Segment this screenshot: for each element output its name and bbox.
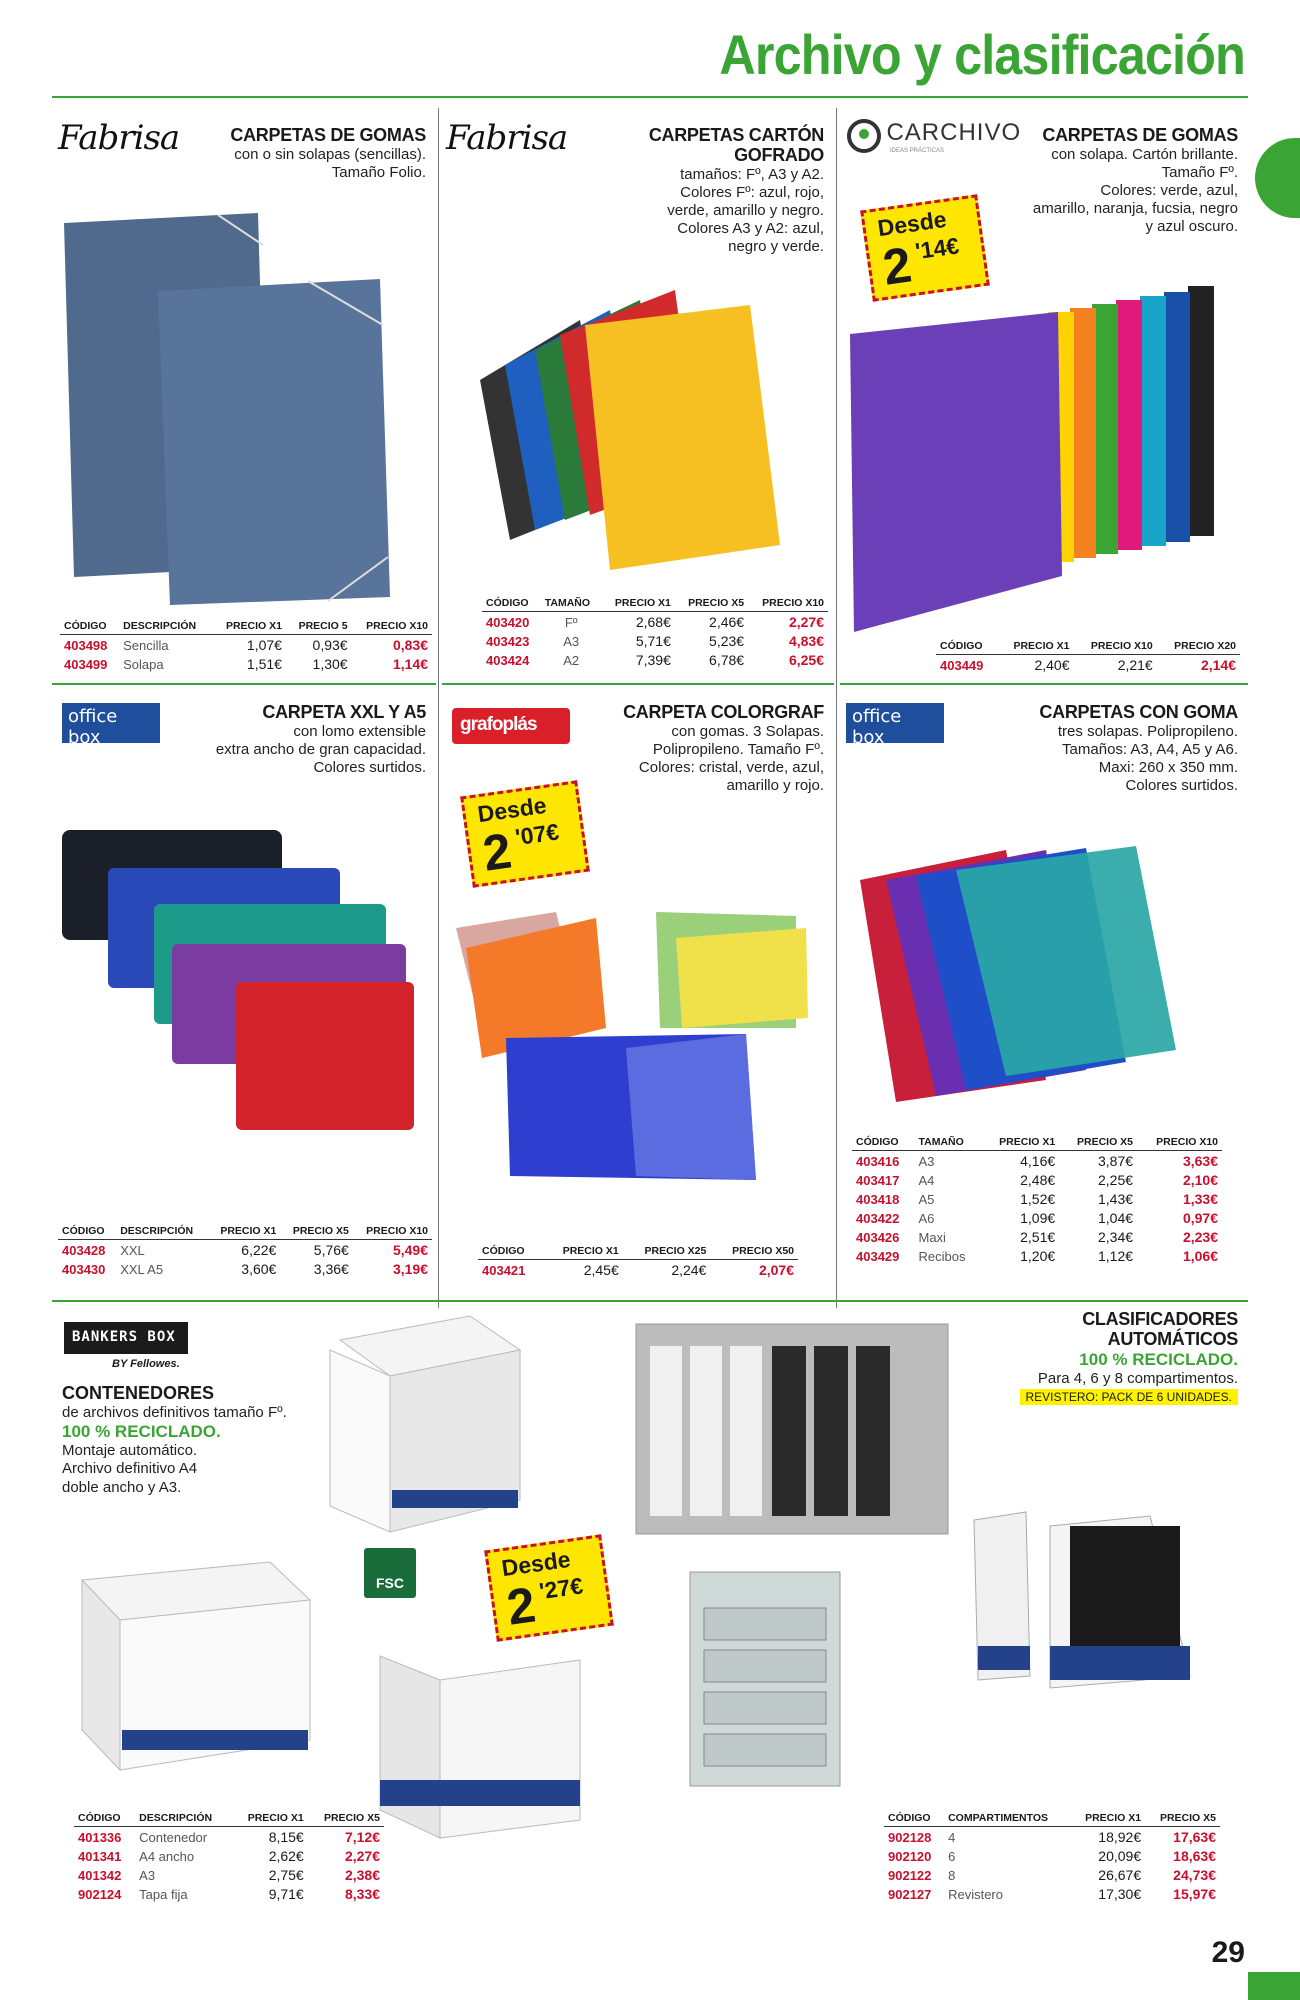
table-cell: Tapa fija bbox=[139, 1886, 188, 1902]
table-cell: 401342 bbox=[78, 1867, 122, 1883]
col-header: PRECIO X1 bbox=[212, 620, 286, 635]
product-desc: doble ancho y A3. bbox=[62, 1478, 182, 1496]
table-row bbox=[936, 655, 1240, 675]
col-header: PRECIO X5 bbox=[1059, 1136, 1137, 1151]
product-desc: Colores: cristal, verde, azul, bbox=[638, 758, 824, 776]
product-desc: de archivos definitivos tamaño Fº. bbox=[62, 1403, 287, 1421]
table-row bbox=[884, 1865, 1220, 1884]
colored-folders-fan-image bbox=[848, 284, 1228, 634]
table-cell: 403449 bbox=[940, 657, 984, 673]
table-cell: Recibos bbox=[918, 1248, 966, 1264]
table-cell: 3,36€ bbox=[313, 1261, 349, 1277]
table-cell: 24,73€ bbox=[1173, 1867, 1216, 1883]
product-title: CLASIFICADORES bbox=[1082, 1309, 1238, 1329]
table-cell: Fº bbox=[564, 614, 578, 630]
office-box-logo bbox=[846, 703, 944, 748]
table-cell: 403498 bbox=[64, 637, 108, 653]
col-header: PRECIO X5 bbox=[1145, 1812, 1220, 1827]
col-header: CÓDIGO bbox=[884, 1812, 944, 1827]
table-cell: 1,14€ bbox=[392, 656, 428, 672]
table-row bbox=[478, 1260, 798, 1280]
col-header: DESCRIPCIÓN bbox=[116, 1225, 208, 1240]
header-row bbox=[852, 1136, 1222, 1151]
table-row bbox=[884, 1884, 1220, 1903]
col-header: PRECIO X10 bbox=[1137, 1136, 1222, 1151]
table-cell: 2,75€ bbox=[268, 1867, 304, 1883]
fellowes-logo: BY Fellowes. bbox=[112, 1358, 180, 1370]
col-header: PRECIO X5 bbox=[280, 1225, 353, 1240]
row-divider bbox=[52, 1300, 1248, 1302]
title-rule bbox=[52, 96, 1248, 98]
colored-folders-image bbox=[460, 280, 820, 580]
table-row bbox=[884, 1827, 1220, 1847]
col-header: PRECIO X1 bbox=[232, 1812, 308, 1827]
product-desc: Colores Fº: azul, rojo, bbox=[680, 183, 824, 201]
product-desc: y azul oscuro. bbox=[1145, 217, 1238, 235]
table-cell: 1,07€ bbox=[246, 637, 282, 653]
badge-text: Desde bbox=[500, 1545, 572, 1582]
price-badge bbox=[460, 780, 590, 888]
fabrisa-logo: Fabrisa bbox=[446, 118, 568, 158]
page-number: 29 bbox=[1211, 1936, 1245, 1969]
table-cell: 1,06€ bbox=[1182, 1248, 1218, 1264]
table-cell: Sencilla bbox=[123, 637, 169, 653]
product-title: GOFRADO bbox=[734, 144, 824, 165]
table-cell: 2,27€ bbox=[788, 614, 824, 630]
table-cell: 6,22€ bbox=[241, 1242, 277, 1258]
table-cell: 1,33€ bbox=[1182, 1191, 1218, 1207]
table-cell: A6 bbox=[918, 1210, 935, 1226]
col-header: CÓDIGO bbox=[478, 1245, 542, 1260]
price-table bbox=[58, 1225, 432, 1278]
col-header: CÓDIGO bbox=[936, 640, 997, 655]
carchivo-tagline: IDEAS PRÁCTICAS bbox=[890, 148, 945, 154]
badge-text: BANKERS BOX bbox=[72, 1329, 176, 1345]
col-header: PRECIO X5 bbox=[308, 1812, 384, 1827]
product-info bbox=[978, 703, 1238, 795]
col-header: CÓDIGO bbox=[74, 1812, 135, 1827]
col-header: PRECIO X1 bbox=[1070, 1812, 1145, 1827]
col-header: PRECIO X5 bbox=[675, 597, 748, 612]
table-cell: 3,63€ bbox=[1182, 1153, 1218, 1169]
table-cell: 401341 bbox=[78, 1848, 122, 1864]
table-cell: 2,34€ bbox=[1097, 1229, 1134, 1245]
col-header: TAMAÑO bbox=[914, 1136, 981, 1151]
table-row bbox=[74, 1846, 384, 1865]
table-cell: A3 bbox=[918, 1153, 935, 1169]
table-cell: 1,30€ bbox=[312, 656, 348, 672]
table-row bbox=[482, 650, 828, 669]
table-row bbox=[852, 1246, 1222, 1265]
table-cell: 5,23€ bbox=[709, 633, 745, 649]
product-desc: verde, amarillo y negro. bbox=[667, 201, 824, 219]
table-cell: 0,93€ bbox=[312, 637, 348, 653]
table-cell: 2,45€ bbox=[583, 1262, 619, 1278]
col-header: PRECIO X10 bbox=[748, 597, 828, 612]
table-cell: Solapa bbox=[123, 656, 164, 672]
table-cell: 8 bbox=[948, 1867, 956, 1883]
product-desc: Archivo definitivo A4 bbox=[62, 1460, 198, 1478]
table-cell: 2,48€ bbox=[1020, 1172, 1056, 1188]
col-header: PRECIO X10 bbox=[352, 620, 432, 635]
table-cell: 2,21€ bbox=[1117, 657, 1153, 673]
product-desc: tamaños: Fº, A3 y A2. bbox=[680, 165, 824, 183]
table-cell: 3,87€ bbox=[1097, 1153, 1134, 1169]
col-header: DESCRIPCIÓN bbox=[119, 620, 212, 635]
col-header: CÓDIGO bbox=[58, 1225, 116, 1240]
header-row bbox=[478, 1245, 798, 1260]
table-cell: 2,10€ bbox=[1182, 1172, 1218, 1188]
table-cell: 3,19€ bbox=[392, 1261, 428, 1277]
product-desc: Tamaños: A3, A4, A5 y A6. bbox=[1062, 740, 1238, 758]
table-cell: 403416 bbox=[856, 1153, 900, 1169]
table-cell: A3 bbox=[563, 633, 580, 649]
product-title: CARPETAS DE GOMAS bbox=[1042, 125, 1238, 145]
price-table bbox=[478, 1245, 798, 1279]
table-cell: 1,51€ bbox=[246, 656, 282, 672]
product-desc: Polipropileno. Tamaño Fº. bbox=[652, 740, 824, 758]
table-row bbox=[482, 612, 828, 632]
price-table bbox=[60, 620, 432, 673]
badge-text: '07€ bbox=[513, 818, 561, 851]
product-desc: negro y verde. bbox=[728, 237, 824, 255]
price-badge bbox=[484, 1534, 614, 1642]
header-row bbox=[74, 1812, 384, 1827]
recycled-label: 100 % RECICLADO. bbox=[62, 1422, 221, 1442]
header-row bbox=[884, 1812, 1220, 1827]
product-info bbox=[156, 703, 426, 777]
badge-text: 2 bbox=[879, 236, 912, 296]
table-cell: 403420 bbox=[486, 614, 530, 630]
table-cell: 2,24€ bbox=[671, 1262, 707, 1278]
table-cell: 2,62€ bbox=[268, 1848, 304, 1864]
price-table bbox=[936, 640, 1240, 674]
pack-note: REVISTERO: PACK DE 6 UNIDADES. bbox=[1020, 1389, 1239, 1405]
product-desc: Colores surtidos. bbox=[313, 758, 426, 776]
col-header: CÓDIGO bbox=[482, 597, 541, 612]
table-cell: 6 bbox=[948, 1848, 956, 1864]
row-divider bbox=[442, 683, 834, 685]
table-cell: A5 bbox=[918, 1191, 935, 1207]
table-cell: 0,83€ bbox=[392, 637, 428, 653]
table-cell: 403423 bbox=[486, 633, 530, 649]
office-box-logo bbox=[62, 703, 160, 748]
table-cell: 1,20€ bbox=[1020, 1248, 1056, 1264]
product-desc: con solapa. Cartón brillante. bbox=[1051, 145, 1238, 163]
table-cell: 17,63€ bbox=[1173, 1829, 1216, 1845]
product-desc: Tamaño Folio. bbox=[331, 163, 426, 181]
product-info bbox=[186, 126, 426, 182]
product-desc: con o sin solapas (sencillas). bbox=[234, 145, 426, 163]
row-divider bbox=[840, 683, 1248, 685]
table-cell: 5,76€ bbox=[313, 1242, 349, 1258]
table-row bbox=[852, 1227, 1222, 1246]
price-table bbox=[482, 597, 828, 669]
header-row bbox=[58, 1225, 432, 1240]
table-cell: 2,27€ bbox=[344, 1848, 380, 1864]
table-cell: A4 bbox=[918, 1172, 935, 1188]
col-header: PRECIO X10 bbox=[353, 1225, 432, 1240]
header-row bbox=[60, 620, 432, 635]
col-header: PRECIO X50 bbox=[710, 1245, 798, 1260]
table-row bbox=[482, 631, 828, 650]
col-header: PRECIO X1 bbox=[542, 1245, 622, 1260]
table-cell: Maxi bbox=[918, 1229, 946, 1245]
product-desc: amarillo y rojo. bbox=[726, 776, 824, 794]
section-tab bbox=[1255, 138, 1300, 218]
price-table bbox=[884, 1812, 1220, 1903]
table-cell: XXL A5 bbox=[120, 1261, 164, 1277]
table-cell: 403422 bbox=[856, 1210, 900, 1226]
table-cell: 7,39€ bbox=[635, 652, 671, 668]
carchivo-wordmark: CARCHIVO bbox=[886, 119, 1022, 147]
col-header: COMPARTIMENTOS bbox=[944, 1812, 1070, 1827]
table-cell: 6,25€ bbox=[788, 652, 824, 668]
table-cell: A4 ancho bbox=[139, 1848, 195, 1864]
badge-text: office box bbox=[852, 706, 902, 748]
table-cell: 1,04€ bbox=[1097, 1210, 1134, 1226]
product-title: CARPETA COLORGRAF bbox=[623, 702, 824, 722]
table-cell: 5,71€ bbox=[635, 633, 671, 649]
table-row bbox=[58, 1259, 432, 1278]
table-row bbox=[852, 1208, 1222, 1227]
table-cell: 2,46€ bbox=[709, 614, 745, 630]
table-cell: Revistero bbox=[948, 1886, 1003, 1902]
product-desc: Montaje automático. bbox=[62, 1442, 198, 1460]
table-cell: 403430 bbox=[62, 1261, 106, 1277]
table-cell: 403421 bbox=[482, 1262, 526, 1278]
price-table bbox=[852, 1136, 1222, 1265]
table-cell: 403426 bbox=[856, 1229, 900, 1245]
table-cell: 8,15€ bbox=[268, 1829, 304, 1845]
product-desc: Colores: verde, azul, bbox=[1100, 181, 1238, 199]
table-cell: 2,51€ bbox=[1020, 1229, 1056, 1245]
table-cell: 2,07€ bbox=[758, 1262, 794, 1278]
table-cell: 2,23€ bbox=[1182, 1229, 1218, 1245]
column-divider bbox=[438, 108, 439, 1308]
price-table bbox=[74, 1812, 384, 1903]
table-cell: 2,14€ bbox=[1200, 657, 1236, 673]
badge-text: 2 bbox=[479, 822, 512, 882]
recycled-label: 100 % RECICLADO. bbox=[1079, 1349, 1238, 1369]
grey-folders-image bbox=[58, 205, 428, 605]
table-cell: 4,83€ bbox=[788, 633, 824, 649]
table-cell: 403417 bbox=[856, 1172, 900, 1188]
table-cell: A2 bbox=[563, 652, 580, 668]
table-cell: 8,33€ bbox=[344, 1886, 380, 1902]
table-row bbox=[74, 1865, 384, 1884]
table-cell: 902120 bbox=[888, 1848, 932, 1864]
table-cell: 6,78€ bbox=[709, 652, 745, 668]
col-header: PRECIO X1 bbox=[997, 640, 1073, 655]
table-cell: 1,52€ bbox=[1020, 1191, 1056, 1207]
table-cell: 17,30€ bbox=[1098, 1886, 1142, 1902]
badge-text: Desde bbox=[876, 205, 948, 242]
table-row bbox=[74, 1827, 384, 1847]
product-title: CARPETAS DE GOMAS bbox=[230, 125, 426, 145]
poly-folders-image bbox=[856, 840, 1236, 1110]
col-header: PRECIO X10 bbox=[1074, 640, 1157, 655]
column-divider bbox=[836, 108, 837, 1308]
table-row bbox=[852, 1189, 1222, 1208]
table-row bbox=[884, 1846, 1220, 1865]
xxl-folders-image bbox=[58, 826, 428, 1136]
table-cell: 403418 bbox=[856, 1191, 900, 1207]
product-desc: Para 4, 6 y 8 compartimentos. bbox=[1037, 1369, 1238, 1387]
table-cell: 4,16€ bbox=[1020, 1153, 1056, 1169]
table-cell: 1,09€ bbox=[1020, 1210, 1056, 1226]
grafoplas-logo bbox=[452, 708, 570, 744]
badge-text: 2 bbox=[503, 1576, 536, 1636]
col-header: PRECIO X1 bbox=[208, 1225, 281, 1240]
page-title: Archivo y clasificación bbox=[719, 23, 1245, 86]
col-header: TAMAÑO bbox=[541, 597, 602, 612]
col-header: CÓDIGO bbox=[852, 1136, 914, 1151]
table-cell: 5,49€ bbox=[392, 1242, 428, 1258]
product-title: CARPETAS CON GOMA bbox=[1039, 702, 1238, 722]
table-cell: 2,40€ bbox=[1034, 657, 1070, 673]
table-cell: 403424 bbox=[486, 652, 530, 668]
col-header: PRECIO X25 bbox=[623, 1245, 711, 1260]
table-row bbox=[60, 654, 432, 673]
table-cell: 403428 bbox=[62, 1242, 106, 1258]
table-cell: 15,97€ bbox=[1173, 1886, 1216, 1902]
header-row bbox=[936, 640, 1240, 655]
table-cell: 902128 bbox=[888, 1829, 932, 1845]
table-cell: 902127 bbox=[888, 1886, 932, 1902]
product-desc: Colores A3 y A2: azul, bbox=[677, 219, 824, 237]
table-cell: 2,38€ bbox=[344, 1867, 380, 1883]
table-cell: 7,12€ bbox=[344, 1829, 380, 1845]
table-cell: 9,71€ bbox=[268, 1886, 304, 1902]
col-header: PRECIO X1 bbox=[602, 597, 675, 612]
carchivo-icon bbox=[846, 118, 882, 154]
product-desc: Tamaño Fº. bbox=[1161, 163, 1238, 181]
table-cell: 3,60€ bbox=[241, 1261, 277, 1277]
product-desc: Colores surtidos. bbox=[1125, 776, 1238, 794]
header-row bbox=[482, 597, 828, 612]
table-cell: 18,63€ bbox=[1173, 1848, 1216, 1864]
col-header: PRECIO 5 bbox=[286, 620, 352, 635]
product-desc: con lomo extensible bbox=[293, 722, 426, 740]
product-desc: tres solapas. Polipropileno. bbox=[1057, 722, 1238, 740]
badge-text: office box bbox=[68, 706, 118, 748]
table-cell: 26,67€ bbox=[1098, 1867, 1142, 1883]
col-header: PRECIO X20 bbox=[1157, 640, 1240, 655]
table-row bbox=[852, 1170, 1222, 1189]
product-desc: con gomas. 3 Solapas. bbox=[671, 722, 824, 740]
product-info bbox=[978, 126, 1238, 236]
badge-text: Desde bbox=[476, 791, 548, 828]
table-cell: 20,09€ bbox=[1098, 1848, 1142, 1864]
col-header: CÓDIGO bbox=[60, 620, 119, 635]
badge-text: FSC bbox=[376, 1575, 404, 1591]
product-title: CONTENEDORES bbox=[62, 1383, 215, 1403]
table-row bbox=[58, 1240, 432, 1260]
table-cell: 2,25€ bbox=[1097, 1172, 1134, 1188]
table-cell: 902124 bbox=[78, 1886, 122, 1902]
fabrisa-logo: Fabrisa bbox=[58, 118, 180, 158]
badge-text: grafoplás bbox=[460, 714, 537, 735]
product-title: AUTOMÁTICOS bbox=[1107, 1328, 1238, 1349]
col-header: DESCRIPCIÓN bbox=[135, 1812, 231, 1827]
product-title: CARPETAS CARTÓN bbox=[648, 125, 824, 145]
table-row bbox=[852, 1151, 1222, 1171]
footer-tab bbox=[1248, 1972, 1300, 2000]
product-desc: amarillo, naranja, fucsia, negro bbox=[1032, 199, 1238, 217]
file-organizers-image bbox=[630, 1316, 1250, 1796]
product-info bbox=[604, 703, 824, 795]
product-desc: extra ancho de gran capacidad. bbox=[215, 740, 426, 758]
badge-text: '27€ bbox=[537, 1572, 585, 1605]
table-cell: 2,68€ bbox=[635, 614, 671, 630]
table-cell: 18,92€ bbox=[1098, 1829, 1142, 1845]
table-cell: 403499 bbox=[64, 656, 108, 672]
product-desc: Maxi: 260 x 350 mm. bbox=[1098, 758, 1238, 776]
product-info bbox=[604, 126, 824, 256]
colorgraf-folders-image bbox=[446, 908, 826, 1198]
table-cell: 1,43€ bbox=[1097, 1191, 1134, 1207]
product-title: CARPETA XXL Y A5 bbox=[262, 702, 426, 722]
table-cell: Contenedor bbox=[139, 1829, 208, 1845]
table-row bbox=[60, 635, 432, 655]
table-cell: 902122 bbox=[888, 1867, 932, 1883]
table-cell: XXL bbox=[120, 1242, 145, 1258]
table-cell: 4 bbox=[948, 1829, 956, 1845]
row-divider bbox=[52, 683, 436, 685]
table-row bbox=[74, 1884, 384, 1903]
col-header: PRECIO X1 bbox=[981, 1136, 1059, 1151]
table-cell: 1,12€ bbox=[1097, 1248, 1134, 1264]
table-cell: A3 bbox=[139, 1867, 156, 1883]
table-cell: 403429 bbox=[856, 1248, 900, 1264]
badge-text: '14€ bbox=[913, 232, 961, 265]
table-cell: 0,97€ bbox=[1182, 1210, 1218, 1226]
table-cell: 401336 bbox=[78, 1829, 122, 1845]
